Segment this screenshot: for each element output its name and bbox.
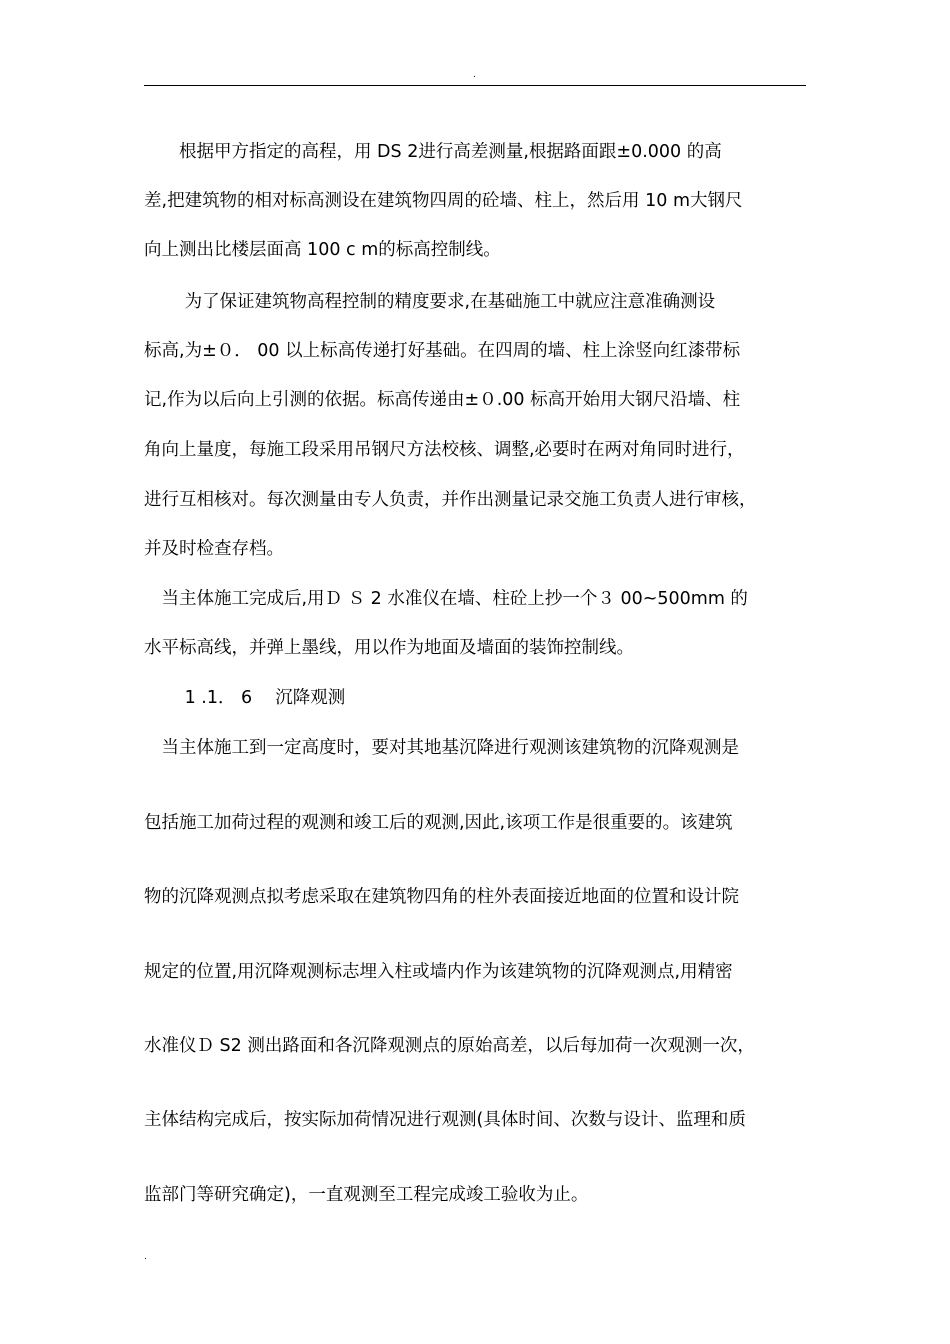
paragraph-line: 标高,为±０． 00 以上标高传递打好基础。在四周的墙、柱上涂竖向红漆带标: [144, 341, 741, 361]
section-body-line: 监部门等研究确定)，一直观测至工程完成竣工验收为止。: [144, 1185, 589, 1205]
section-body-line: 规定的位置,用沉降观测标志埋入柱或墙内作为该建筑物的沉降观测点,用精密: [144, 962, 733, 982]
section-body-line: 水准仪Ｄ S2 测出路面和各沉降观测点的原始高差，以后每加荷一次观测一次，: [144, 1036, 755, 1056]
section-body-line: 物的沉降观测点拟考虑采取在建筑物四角的柱外表面接近地面的位置和设计院: [144, 887, 739, 907]
paragraph-line: 差,把建筑物的相对标高测设在建筑物四周的砼墙、柱上，然后用 10 m大钢尺: [144, 191, 743, 211]
paragraph-line: 当主体施工完成后,用Ｄ Ｓ 2 水准仪在墙、柱砼上抄一个３ 00~500mm 的: [144, 589, 748, 609]
paragraph-line: 并及时检查存档。: [144, 539, 284, 559]
section-body-line: 包括施工加荷过程的观测和竣工后的观测,因此,该项工作是很重要的。该建筑: [144, 813, 733, 833]
paragraph-line: 根据甲方指定的高程，用 DS 2进行高差测量,根据路面跟±0.000 的高: [144, 142, 722, 162]
paragraph-line: 记,作为以后向上引测的依据。标高传递由±０.00 标高开始用大钢尺沿墙、柱: [144, 390, 741, 410]
paragraph-line: 水平标高线，并弹上墨线，用以作为地面及墙面的装饰控制线。: [144, 638, 634, 658]
paragraph-line: 为了保证建筑物高程控制的精度要求,在基础施工中就应注意准确测设: [144, 292, 716, 312]
paragraph-line: 角向上量度，每施工段采用吊钢尺方法校核、调整,必要时在两对角同时进行，: [144, 440, 745, 460]
paragraph-line: 进行互相核对。每次测量由专人负责，并作出测量记录交施工负责人进行审核，: [144, 490, 757, 510]
section-body-line: 主体结构完成后，按实际加荷情况进行观测(具体时间、次数与设计、监理和质: [144, 1110, 746, 1130]
page-footer-mark: .: [144, 1252, 147, 1262]
paragraph-line: 向上测出比楼层面高 100 c m的标高控制线。: [144, 240, 501, 260]
header-rule: [144, 85, 806, 86]
section-heading: 1 .1． 6 沉降观测: [144, 688, 346, 708]
page-header-mark: .: [473, 70, 476, 80]
section-body-line: 当主体施工到一定高度时，要对其地基沉降进行观测该建筑物的沉降观测是: [144, 738, 739, 758]
